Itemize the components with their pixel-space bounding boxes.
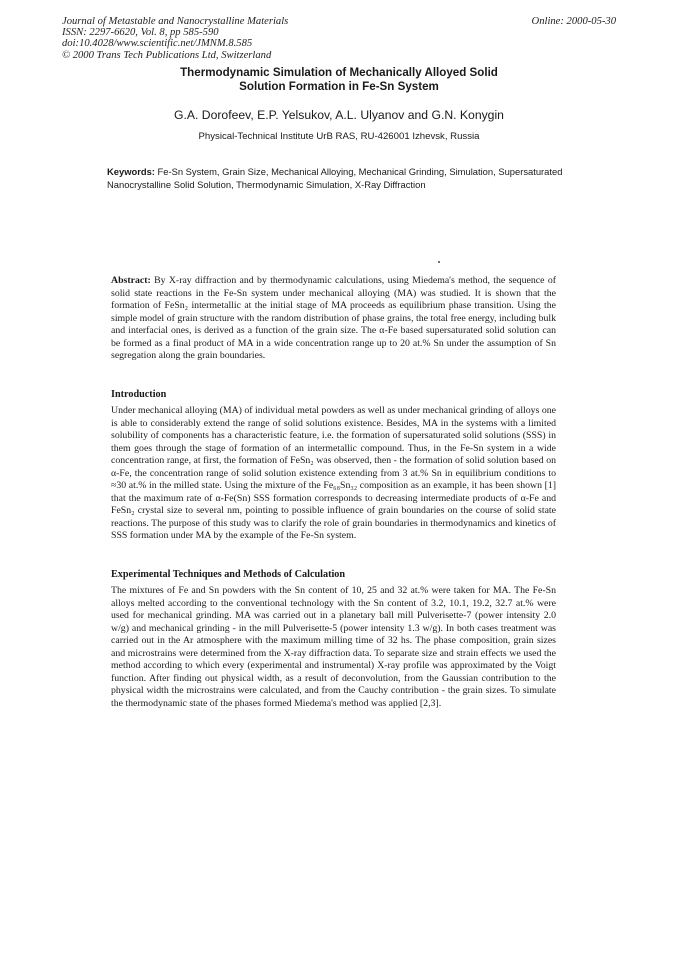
paper-title-line-2: Solution Formation in Fe-Sn System — [239, 80, 439, 93]
stray-dot — [438, 261, 440, 263]
section-heading-experimental: Experimental Techniques and Methods of Calculation — [111, 569, 346, 580]
experimental-text — [111, 585, 556, 710]
keywords-text: Fe-Sn System, Grain Size, Mechanical Alloying, Mechanical Grinding, Simulation, Supersaturated Nanocrystalline Solid Solution, Thermodynamic Simulation, X-Ray Diffraction — [107, 166, 563, 190]
introduction-text — [111, 405, 556, 543]
abstract-block — [111, 275, 556, 363]
abstract-label: Abstract: — [111, 275, 151, 286]
journal-copyright: © 2000 Trans Tech Publications Ltd, Switzerland — [62, 49, 272, 61]
keywords-block — [107, 165, 572, 191]
paper-authors: G.A. Dorofeev, E.P. Yelsukov, A.L. Ulyanov and G.N. Konygin — [174, 108, 504, 122]
experimental-paragraph: The mixtures of Fe and Sn powders with the Sn content of 10, 25 and 32 at.% were taken for MA. The Fe-Sn alloys melted according to the conventional technology with the Sn content of 3.2, 10.1, 19.2, 32.7 at.% were used for mechanical grinding. MA was carried out in a planetary ball mill Pulverisette-7 (power intensity 2.0 w/g) and mechanical grinding - in the mill Pulverisette-5 (power intensity 1.3 w/g). In both cases treatment was carried out in the Ar atmosphere with the maximum milling time of 32 hs. The phase composition, grain sizes and microstrains were determined from the X-ray diffraction data. To separate size and strain effects we used the method according to which every (experimental and instrumental) X-ray profile was approximated by the Voigt function. After finding out physical width, as a result of deconvolution, from the Gaussian contribution to the physical width the microstrains were calculated, and from the Cauchy contribution - the grain sizes. To simulate the thermodynamic state of the phases formed Miedema's method was applied [2,3]. — [111, 585, 556, 709]
journal-doi: doi:10.4028/www.scientific.net/JMNM.8.585 — [62, 38, 253, 50]
introduction-paragraph: Under mechanical alloying (MA) of individual metal powders as well as under mechanical grinding of alloys one is able to considerably extend the range of solid solutions existence. Besides, MA in the systems with a limited solubility of components has a characteristic feature, i.e. the formation of supersaturated solid solutions (SSS) in them goes through the stage of formation of an intermetallic compound. Thus, in the Fe-Sn system in a wide concentration range, at first, the formation of FeSn₂ was observed, then - the formation of solid solution based on α-Fe, the concentration range of solid solution existence extending from 3 at.% Sn in equilibrium conditions to ≈30 at.% in the milled state. Using the mixture of the Fe₆₈Sn₃₂ composition as an example, it has been shown [1] that the maximum rate of α-Fe(Sn) SSS formation corresponds to decreasing intermediate products of α-Fe and FeSn₂ crystal size to several nm, pointing to possible influence of grain boundaries on the course of solid state reactions. The purpose of this study was to clarify the role of grain boundaries in thermodynamics and kinetics of SSS formation under MA by the example of the Fe-Sn system. — [111, 405, 556, 542]
paper-title-line-1: Thermodynamic Simulation of Mechanically Alloyed Solid — [180, 66, 498, 79]
paper-affiliation: Physical-Technical Institute UrB RAS, RU-426001 Izhevsk, Russia — [198, 131, 480, 142]
journal-issn: ISSN: 2297-6620, Vol. 8, pp 585-590 — [62, 27, 219, 39]
abstract-text: By X-ray diffraction and by thermodynamic calculations, using Miedema's method, the sequence of solid state reactions in the Fe-Sn system under mechanical alloying (MA) was studied. It is shown that the formation of FeSn₂ intermetallic at the initial stage of MA proceeds as equilibrium phase transition. Using the simple model of grain structure with the random distribution of phase grains, the total free energy, including bulk and interfacial ones, is derived as a function of the grain size. The α-Fe based supersaturated solid solution can be formed as a final product of MA in a wide concentration range up to 20 at.% Sn under the assumption of Sn segregation along the grain boundaries. — [111, 275, 556, 362]
section-heading-introduction: Introduction — [111, 389, 167, 400]
journal-name: Journal of Metastable and Nanocrystalline Materials — [62, 16, 289, 27]
keywords-label: Keywords: — [107, 166, 155, 177]
online-date: Online: 2000-05-30 — [531, 16, 616, 27]
paper-title — [100, 66, 578, 94]
